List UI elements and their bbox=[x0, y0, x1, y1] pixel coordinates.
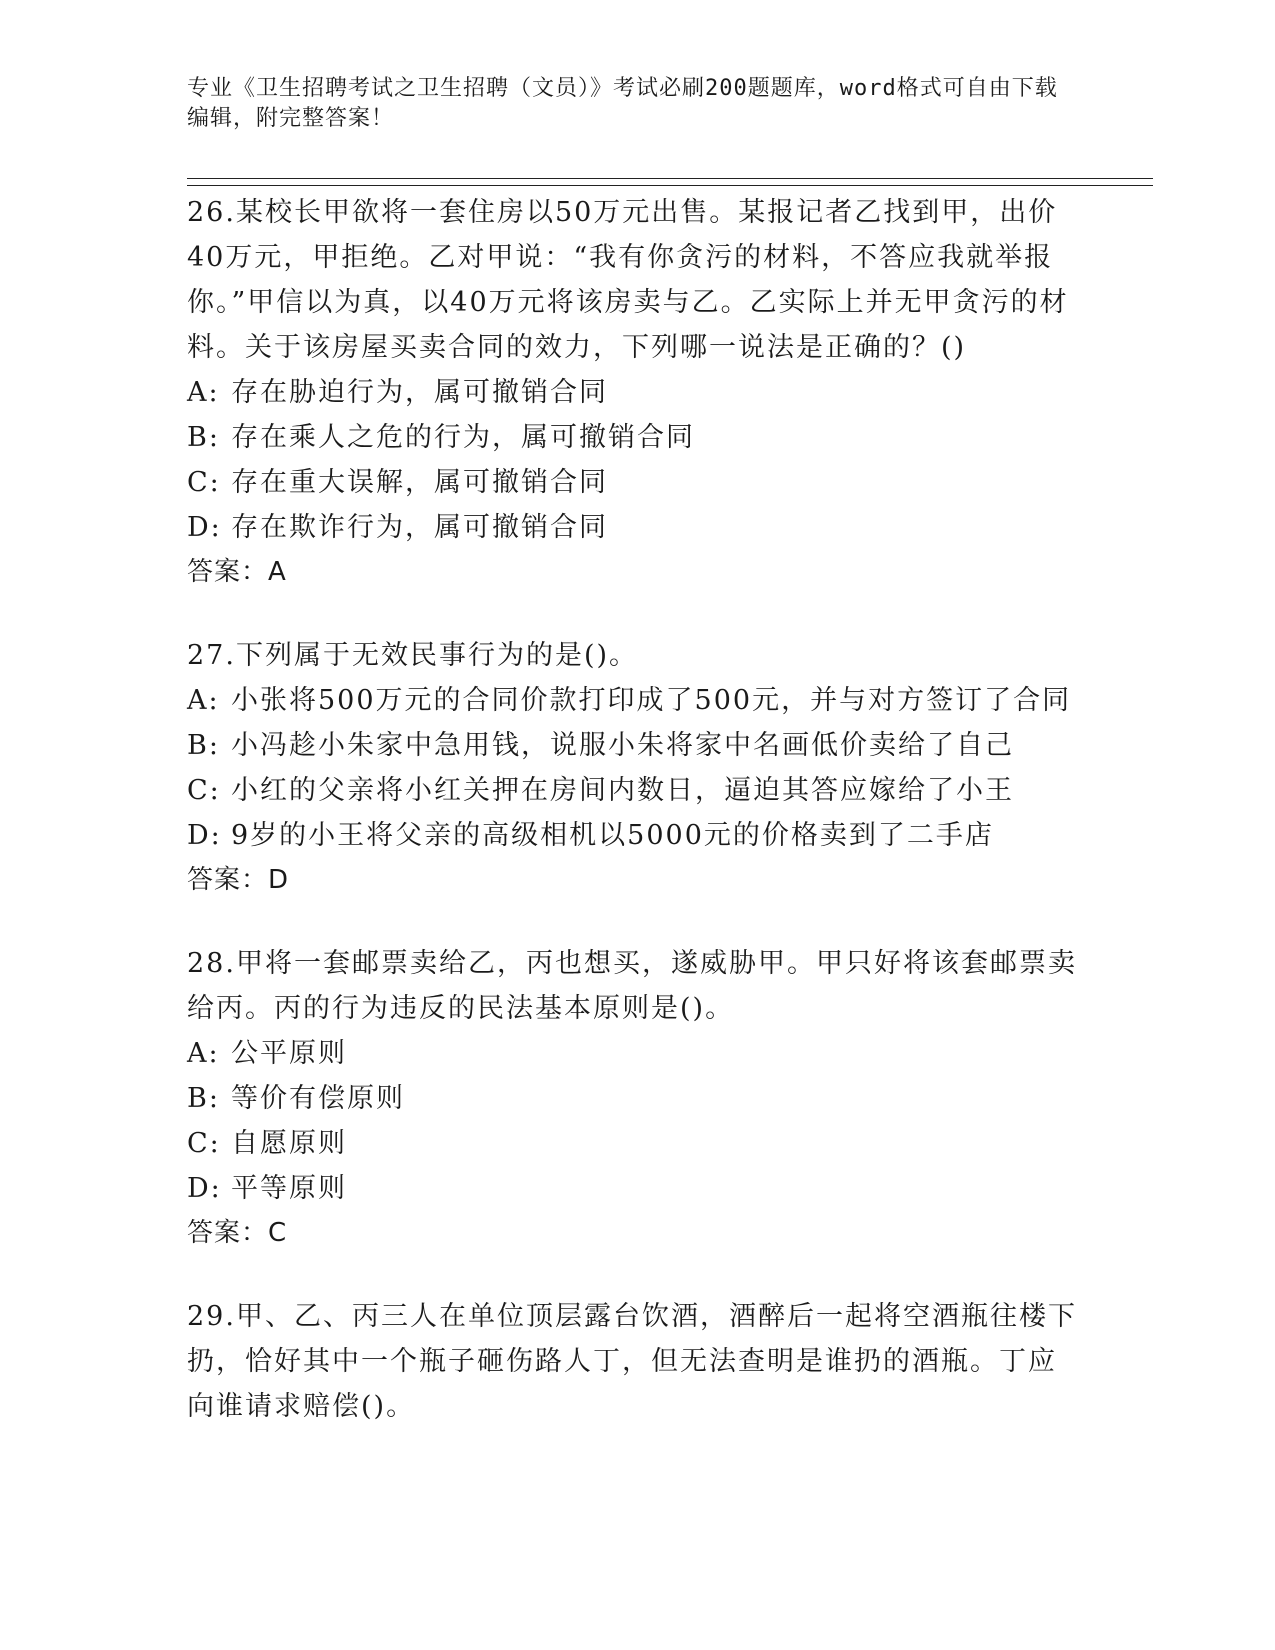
option-label: D: bbox=[187, 512, 222, 543]
option-text: 自愿原则 bbox=[231, 1128, 347, 1159]
question-text: 27.下列属于无效民事行为的是()。 bbox=[187, 640, 639, 671]
question-29 bbox=[187, 1294, 1077, 1429]
question-28 bbox=[187, 941, 1077, 1256]
answer-line: 答案：C bbox=[187, 1218, 288, 1248]
option-c bbox=[187, 460, 1077, 505]
option-text: 存在重大误解，属可撤销合同 bbox=[231, 467, 608, 498]
option-d bbox=[187, 505, 1077, 550]
option-label: B: bbox=[187, 422, 220, 453]
option-b bbox=[187, 415, 1077, 460]
option-text: 存在欺诈行为，属可撤销合同 bbox=[231, 512, 608, 543]
question-text: 26.某校长甲欲将一套住房以50万元出售。某报记者乙找到甲，出价40万元，甲拒绝。乙对甲说：“我有你贪污的材料，不答应我就举报你。”甲信以为真，以40万元将该房卖与乙。乙实际上并无甲贪污的材料。关于该房屋买卖合同的效力，下列哪一说法是正确的？() bbox=[187, 197, 1069, 363]
option-label: A: bbox=[187, 377, 220, 408]
option-label: B: bbox=[187, 1083, 220, 1114]
option-a bbox=[187, 678, 1077, 723]
option-text: 小张将500万元的合同价款打印成了500元，并与对方签订了合同 bbox=[231, 685, 1072, 716]
option-text: 等价有偿原则 bbox=[231, 1083, 405, 1114]
option-label: C: bbox=[187, 467, 221, 498]
question-list bbox=[187, 190, 1077, 1467]
option-label: B: bbox=[187, 730, 220, 761]
option-text: 存在乘人之危的行为，属可撤销合同 bbox=[231, 422, 695, 453]
header-divider-bottom bbox=[187, 185, 1153, 186]
option-a bbox=[187, 1031, 1077, 1076]
option-label: C: bbox=[187, 1128, 221, 1159]
option-text: 9岁的小王将父亲的高级相机以5000元的价格卖到了二手店 bbox=[231, 820, 994, 851]
header-divider-top bbox=[187, 178, 1153, 179]
answer-line: 答案：D bbox=[187, 865, 290, 895]
option-text: 小冯趁小朱家中急用钱，说服小朱将家中名画低价卖给了自己 bbox=[231, 730, 1014, 761]
option-a bbox=[187, 370, 1077, 415]
option-text: 平等原则 bbox=[231, 1173, 347, 1204]
option-text: 存在胁迫行为，属可撤销合同 bbox=[231, 377, 608, 408]
option-text: 公平原则 bbox=[231, 1038, 347, 1069]
option-b bbox=[187, 723, 1077, 768]
question-27 bbox=[187, 633, 1077, 903]
answer-line: 答案：A bbox=[187, 557, 287, 587]
option-label: C: bbox=[187, 775, 221, 806]
option-d bbox=[187, 1166, 1077, 1211]
option-c bbox=[187, 768, 1077, 813]
document-header: 专业《卫生招聘考试之卫生招聘（文员）》考试必刷200题题库，word格式可自由下载编辑，附完整答案！ bbox=[187, 76, 1058, 131]
option-label: A: bbox=[187, 1038, 220, 1069]
question-26 bbox=[187, 190, 1077, 595]
option-b bbox=[187, 1076, 1077, 1121]
option-d bbox=[187, 813, 1077, 858]
option-text: 小红的父亲将小红关押在房间内数日，逼迫其答应嫁给了小王 bbox=[231, 775, 1014, 806]
option-label: D: bbox=[187, 1173, 222, 1204]
option-label: A: bbox=[187, 685, 220, 716]
option-label: D: bbox=[187, 820, 222, 851]
question-text: 29.甲、乙、丙三人在单位顶层露台饮酒，酒醉后一起将空酒瓶往楼下扔，恰好其中一个瓶子砸伤路人丁，但无法查明是谁扔的酒瓶。丁应向谁请求赔偿()。 bbox=[187, 1301, 1077, 1422]
option-c bbox=[187, 1121, 1077, 1166]
question-text: 28.甲将一套邮票卖给乙，丙也想买，遂威胁甲。甲只好将该套邮票卖给丙。丙的行为违反的民法基本原则是()。 bbox=[187, 948, 1077, 1024]
